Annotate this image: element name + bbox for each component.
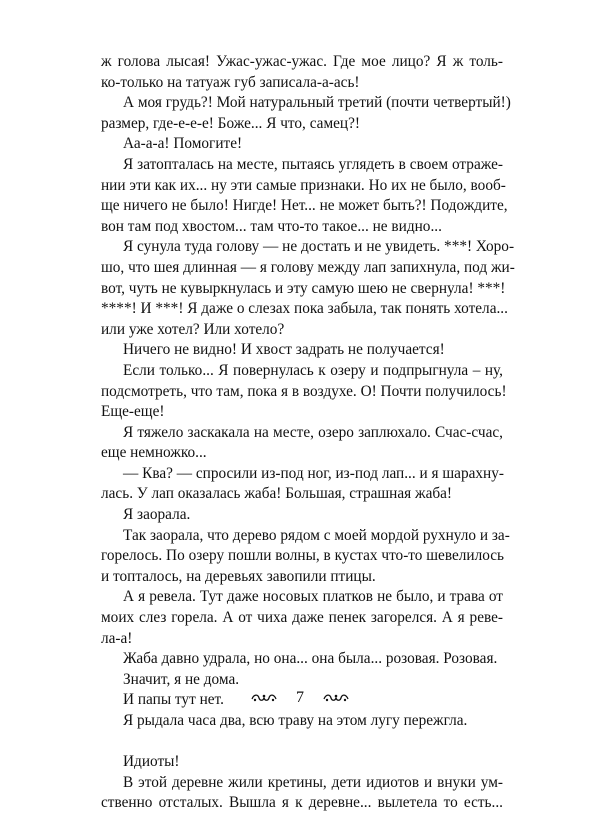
text-line: моих слез горела. А от чиха даже пенек загорелся. А я реве- [101,609,503,627]
paragraph [101,237,515,340]
text-line: Если только... Я повернулась к озеру и подпрыгнула – ну, [123,361,503,379]
text-line: ж голова лысая! Ужас-ужас-ужас. Где мое лицо? Я ж толь- [101,53,503,70]
text-line: горелось. По озеру пошли волны, в кустах что-то шевелилось [101,547,504,565]
text-line: Я рыдала часа два, всю траву на этом лугу пережгла. [123,712,468,729]
text-line: или уже хотел? Или хотело? [101,320,285,338]
text-line: Я тяжело заскакала на месте, озеро заплюхало. Счас-счас, [123,423,503,441]
text-line: нии эти как их... ну эти самые признаки. Но их не было, вооб- [101,176,506,194]
paragraph [101,93,511,134]
text-line: Аа-а-а! Помогите! [123,135,243,153]
paragraph [101,711,503,732]
paragraph [101,464,503,505]
paragraph [101,134,503,155]
paragraph [101,505,503,526]
text-line: Я сунула туда голову — не достать и не увидеть. ***! Хоро- [123,238,515,256]
text-line: размер, где-е-е-е! Боже... Я что, самец?! [101,114,360,132]
text-line: Ничего не видно! И хвост задрать не получается! [123,341,445,359]
text-line: Я заорала. [123,506,191,524]
text-line: Так заорала, что дерево рядом с моей мордой рухнуло и за- [123,526,510,544]
paragraph [101,52,503,93]
text-line: вон там под хвостом... там что-то такое... не видно... [101,217,442,235]
text-line: ла-а! [101,629,133,647]
text-line: и топталось, на деревьях завопили птицы. [101,567,376,585]
text-line: Я затопталась на месте, пытаясь углядеть в своем отраже- [123,155,503,173]
paragraph [101,526,510,588]
text-line: ко-только на татуаж губ записала-а-ась! [101,73,360,91]
text-line: вот, чуть не кувыркнулась и эту самую шею не свернула! ***! [101,279,506,297]
text-line: И папы тут нет. [123,691,224,709]
paragraph [101,587,503,649]
text-line: лась. У лап оказалась жаба! Большая, страшная жаба! [101,485,453,503]
text-line: В этой деревне жили кретины, дети идиотов и внуки ум- [123,773,503,791]
text-line: ще ничего не было! Нигде! Нет... не может быть?! Подождите, [101,197,508,215]
text-line: Идиоты! [123,753,180,771]
page-footer [0,688,600,708]
text-line: подсмотреть, что там, пока я в воздухе. О! Почти получилось! [101,382,507,400]
paragraph [101,773,503,814]
paragraph [101,155,508,237]
text-line: А я ревела. Тут даже носовых платков не было, и трава от [123,588,503,606]
text-line: ственно отсталых. Вышла я к деревне... вылетела то есть... [101,794,503,812]
fleuron-ornament-icon [250,693,278,703]
text-line: — Ква? — спросили из-под ног, из-под лап... и я шарахну- [123,464,504,482]
text-line: еще немножко... [101,444,207,462]
paragraph-spacer [101,732,503,753]
page-number: 7 [296,689,304,706]
text-line: А моя грудь?! Мой натуральный третий (почти четвертый!) [123,94,511,112]
paragraph [101,340,503,361]
paragraph [101,361,507,423]
fleuron-ornament-icon [322,693,350,703]
paragraph [101,752,503,773]
paragraph [101,423,503,464]
text-line: Жаба давно удрала, но она... она была... розовая. Розовая. [123,650,498,668]
text-line: Значит, я не дома. [123,670,240,688]
text-line: шо, что шея длинная — я голову между лап запихнула, под жи- [101,258,515,276]
text-line: Еще-еще! [101,403,165,421]
text-line: ****! И ***! Я даже о слезах пока забыла, так понять хотела... [101,300,508,318]
paragraph [101,649,503,670]
